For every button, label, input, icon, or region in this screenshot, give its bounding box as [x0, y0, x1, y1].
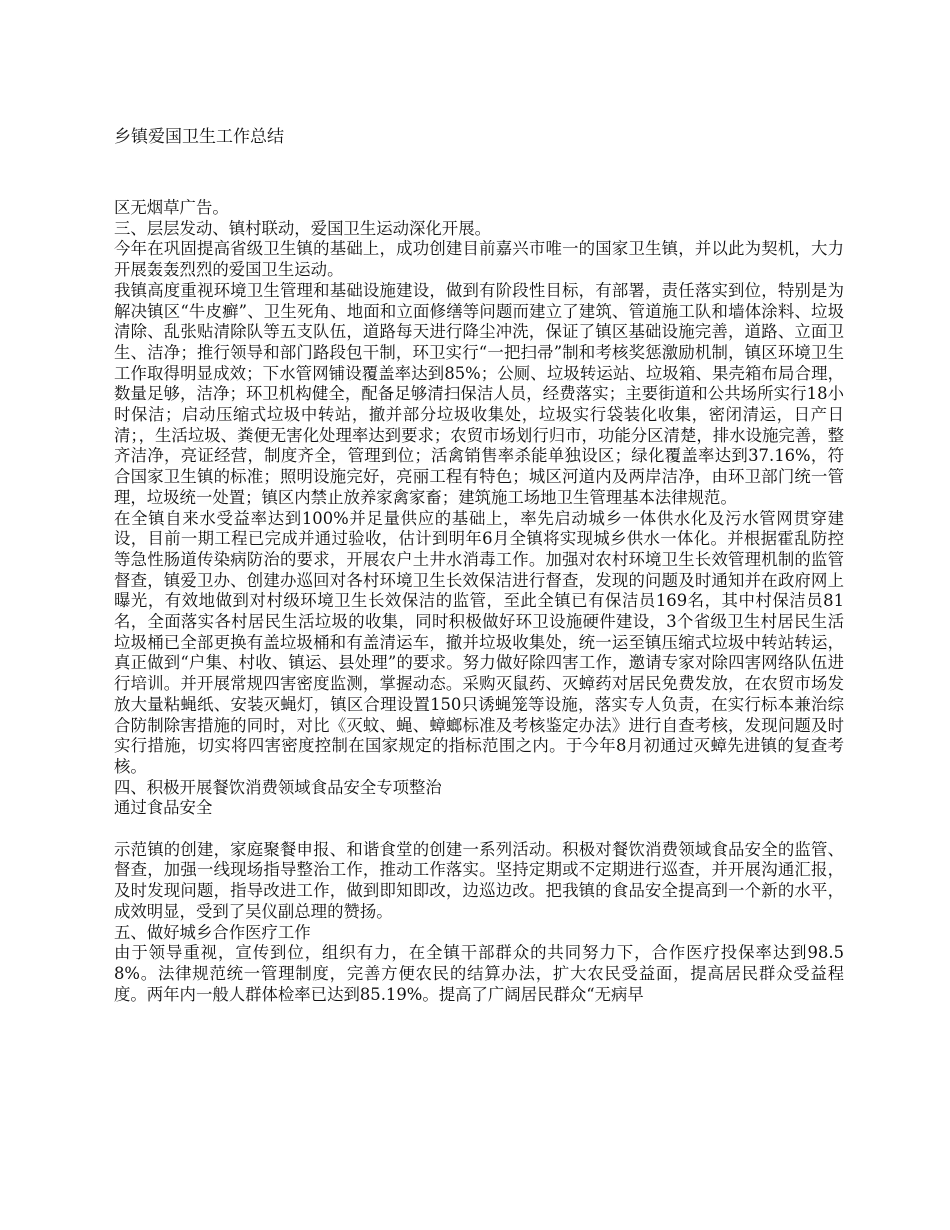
section-heading-5: 五、做好城乡合作医疗工作	[114, 922, 311, 942]
paragraph-cooperative-medical: 由于领导重视，宣传到位，组织有力，在全镇干部群众的共同努力下，合作医疗投保率达到98.58%。法律规范统一管理制度，完善方便农民的结算办法，扩大农民受益面，提高居民群众受益程度。两年内一般人群体检率已达到85.19%。提高了广阔居民群众“无病早	[114, 943, 844, 1004]
document-body	[114, 198, 844, 1005]
paragraph-food-safety: 示范镇的创建，家庭聚餐申报、和谐食堂的创建一系列活动。积极对餐饮消费领域食品安全的监管、督查，加强一线现场指导整治工作，推动工作落实。坚持定期或不定期进行巡查，并开展沟通汇报，及时发现问题，指导改进工作，做到即知即改，边巡边改。把我镇的食品安全提高到一个新的水平，成效明显，受到了吴仪副总理的赞扬。	[114, 839, 844, 921]
document-title: 乡镇爱国卫生工作总结	[114, 127, 284, 147]
paragraph-national-health-town: 今年在巩固提高省级卫生镇的基础上，成功创建目前嘉兴市唯一的国家卫生镇，并以此为契机，大力开展轰轰烈烈的爱国卫生运动。	[114, 239, 844, 280]
paragraph-smoke-free: 区无烟草广告。	[114, 198, 229, 217]
section-heading-4: 四、积极开展餐饮消费领域食品安全专项整治	[114, 777, 442, 797]
section-heading-3: 三、层层发动、镇村联动，爱国卫生运动深化开展。	[114, 218, 491, 238]
paragraph-food-safety-intro: 通过食品安全	[114, 798, 213, 818]
paragraph-environment-management: 我镇高度重视环境卫生管理和基础设施建设，做到有阶段性目标，有部署，责任落实到位，特别是为解决镇区“牛皮癣”、卫生死角、地面和立面修缮等问题而建立了建筑、管道施工队和墙体涂料、垃圾清除、乱张贴清除队等五支队伍，道路每天进行降尘冲洗，保证了镇区基础设施完善，道路、立面卫生、洁净；推行领导和部门路段包干制，环卫实行“一把扫帚”制和考核奖惩激励机制，镇区环境卫生工作取得明显成效；下水管网铺设覆盖率达到85%；公厕、垃圾转运站、垃圾箱、果壳箱布局合理，数量足够，洁净；环卫机构健全，配备足够清扫保洁人员，经费落实；主要街道和公共场所实行18小时保洁；启动压缩式垃圾中转站，撤并部分垃圾收集处，垃圾实行袋装化收集，密闭清运，日产日清；，生活垃圾、粪便无害化处理率达到要求；农贸市场划行归市，功能分区清楚，排水设施完善，整齐洁净，亮证经营，制度齐全，管理到位；活禽销售率杀能单独设区；绿化覆盖率达到37.16%，符合国家卫生镇的标准；照明设施完好，亮丽工程有特色；城区河道内及两岸洁净，由环卫部门统一管理，垃圾统一处置；镇区内禁止放养家禽家畜；建筑施工场地卫生管理基本法律规范。	[114, 280, 844, 507]
paragraph-water-supply: 在全镇自来水受益率达到100%并足量供应的基础上，率先启动城乡一体供水化及污水管网贯穿建设，目前一期工程已完成并通过验收，估计到明年6月全镇将实现城乡供水一体化。并根据霍乱防控等急性肠道传染病防治的要求，开展农户土井水消毒工作。加强对农村环境卫生长效管理机制的监管督查，镇爱卫办、创建办巡回对各村环境卫生长效保洁进行督查，发现的问题及时通知并在政府网上曝光，有效地做到对村级环境卫生长效保洁的监管，至此全镇已有保洁员169名，其中村保洁员81名，全面落实各村居民生活垃圾的收集，同时积极做好环卫设施硬件建设，3个省级卫生村居民生活垃圾桶已全部更换有盖垃圾桶和有盖清运车，撤并垃圾收集处，统一运至镇压缩式垃圾中转站转运，真正做到“户集、村收、镇运、县处理”的要求。努力做好除四害工作，邀请专家对除四害网络队伍进行培训。并开展常规四害密度监测，掌握动态。采购灭鼠药、灭蟑药对居民免费发放，在农贸市场发放大量粘蝇纸、安装灭蝇灯，镇区合理设置150只诱蝇笼等设施，落实专人负责，在实行标本兼治综合防制除害措施的同时，对比《灭蚊、蝇、蟑螂标准及考核鉴定办法》进行自查考核，发现问题及时实行措施，切实将四害密度控制在国家规定的指标范围之内。于今年8月初通过灭蟑先进镇的复查考核。	[114, 508, 844, 776]
